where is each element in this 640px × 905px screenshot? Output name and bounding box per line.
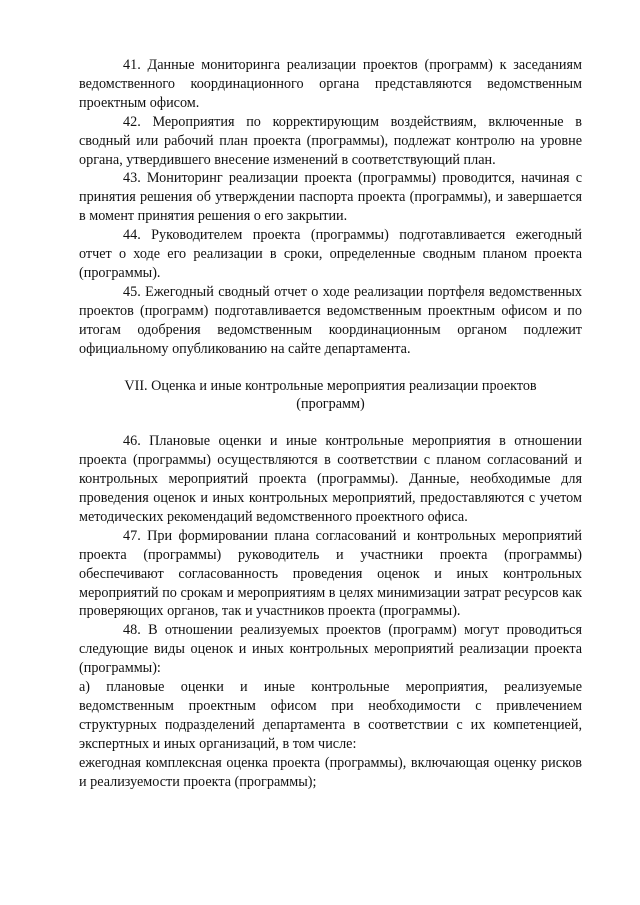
- spacer: [79, 359, 582, 377]
- paragraph-43: 43. Мониторинг реализации проекта (программы) проводится, начиная с принятия решения об утверждении паспорта проекта (программы), и завершается в момент принятия решения о его закрытии.: [79, 170, 582, 225]
- list-item-annual-assessment: ежегодная комплексная оценка проекта (программы), включающая оценку рисков и реализуемости проекта (программы);: [79, 754, 582, 790]
- spacer: [79, 414, 582, 432]
- paragraph-47: 47. При формировании плана согласований и контрольных мероприятий проекта (программы) руководитель и участники проекта (программы) обеспечивают согласованность проведения оценок и иных контрольных мероприятий по срокам и мероприятиям в целях минимизации затрат ресурсов как проверяющих органов, так и участников проекта (программы).: [79, 527, 582, 620]
- section-heading-line1: VII. Оценка и иные контрольные мероприятия реализации проектов: [124, 377, 537, 394]
- list-item-a: а) плановые оценки и иные контрольные мероприятия, реализуемые ведомственным проектным офисом при необходимости с привлечением структурных подразделений департамента в соответствии с их компетенцией, экспертных и иных организаций, в том числе:: [79, 679, 582, 752]
- paragraph-45: 45. Ежегодный сводный отчет о ходе реализации портфеля ведомственных проектов (программ) подготавливается ведомственным проектным офисом и по итогам одобрения ведомственным координационным органом подлежит официальному опубликованию на сайте департамента.: [79, 283, 582, 357]
- paragraph-41: 41. Данные мониторинга реализации проектов (программ) к заседаниям ведомственного координационного органа представляются ведомственным проектным офисом.: [79, 57, 582, 111]
- section-heading: [79, 377, 582, 415]
- document-page: [79, 56, 582, 792]
- section-heading-line2: (программ): [296, 396, 365, 413]
- paragraph-44: 44. Руководителем проекта (программы) подготавливается ежегодный отчет о ходе его реализации в сроки, определенные сводным планом проекта (программы).: [79, 227, 582, 281]
- paragraph-48: 48. В отношении реализуемых проектов (программ) могут проводиться следующие виды оценок и иных контрольных мероприятий реализации проекта (программы):: [79, 622, 582, 677]
- paragraph-46: 46. Плановые оценки и иные контрольные мероприятия в отношении проекта (программы) осуществляются в соответствии с планом согласований и контрольных мероприятий проекта (программы). Данные, необходимые для проведения оценок и иных контрольных мероприятий, предоставляются с учетом методических рекомендаций ведомственного проектного офиса.: [79, 433, 582, 525]
- paragraph-42: 42. Мероприятия по корректирующим воздействиям, включенные в сводный или рабочий план проекта (программы), подлежат контролю на уровне органа, утвердившего внесение изменений в соответствующий план.: [79, 113, 582, 168]
